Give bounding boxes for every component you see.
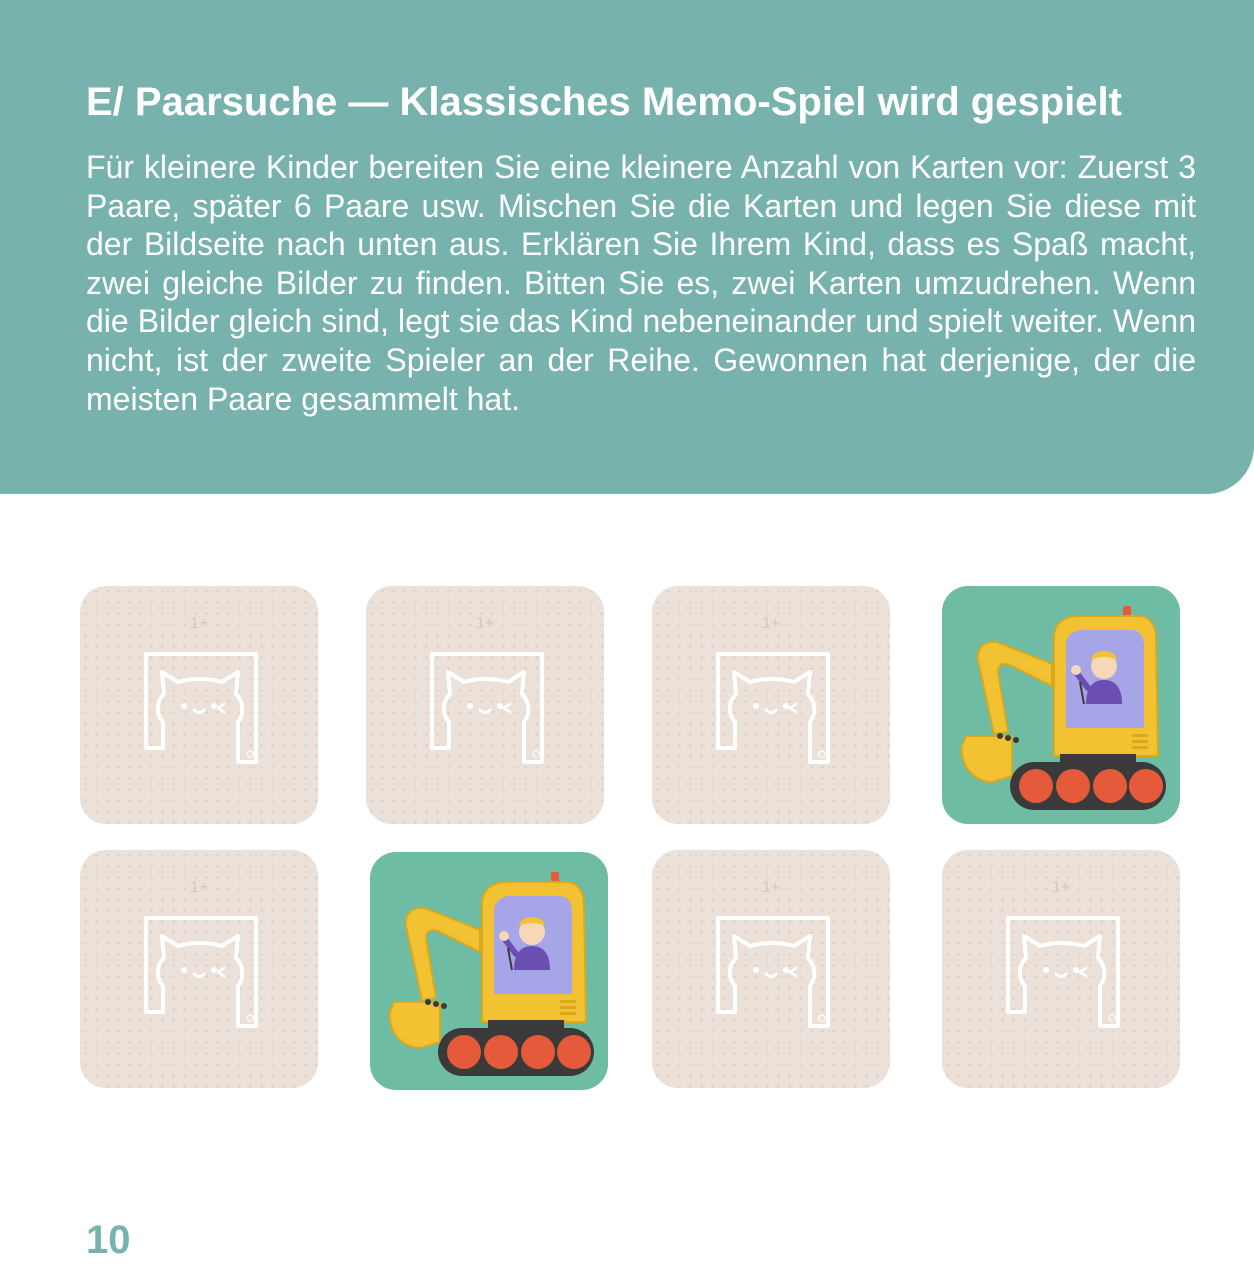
memory-card-excavator[interactable] bbox=[370, 852, 608, 1090]
cat-logo-icon bbox=[366, 586, 604, 824]
cat-logo-icon bbox=[80, 850, 318, 1088]
cat-logo-icon bbox=[942, 850, 1180, 1088]
memory-card-face-down[interactable] bbox=[652, 586, 890, 824]
memory-card-face-down[interactable] bbox=[652, 850, 890, 1088]
memory-card-face-down[interactable] bbox=[80, 850, 318, 1088]
instruction-header bbox=[0, 0, 1254, 494]
memory-card-face-down[interactable] bbox=[366, 586, 604, 824]
instruction-text: Für kleinere Kinder bereiten Sie eine kleinere Anzahl von Karten vor: Zuerst 3 Paare, später 6 Paare usw. Mischen Sie die Karten und legen Sie diese mit der Bildseite nach unten aus. Erklären Sie Ihrem Kind, dass es Spaß macht, zwei gleiche Bilder zu finden. Bitten Sie es, zwei Karten umzudrehen. Wenn die Bilder gleich sind, legt sie das Kind nebeneinander und spielt weiter. Wenn nicht, ist der zweite Spieler an der Reihe. Gewonnen hat derjenige, der die meisten Paare gesammelt hat. bbox=[86, 149, 1196, 417]
cat-logo-icon bbox=[652, 850, 890, 1088]
memory-card-excavator[interactable] bbox=[942, 586, 1180, 824]
page-number: 10 bbox=[86, 1218, 131, 1262]
memory-card-face-down[interactable] bbox=[80, 586, 318, 824]
cat-logo-icon bbox=[80, 586, 318, 824]
memory-card-face-down[interactable] bbox=[942, 850, 1180, 1088]
section-title: E/ Paarsuche — Klassisches Memo-Spiel wird gespielt bbox=[86, 80, 1122, 124]
cat-logo-icon bbox=[652, 586, 890, 824]
excavator-icon bbox=[942, 586, 1180, 824]
excavator-icon bbox=[370, 852, 608, 1090]
